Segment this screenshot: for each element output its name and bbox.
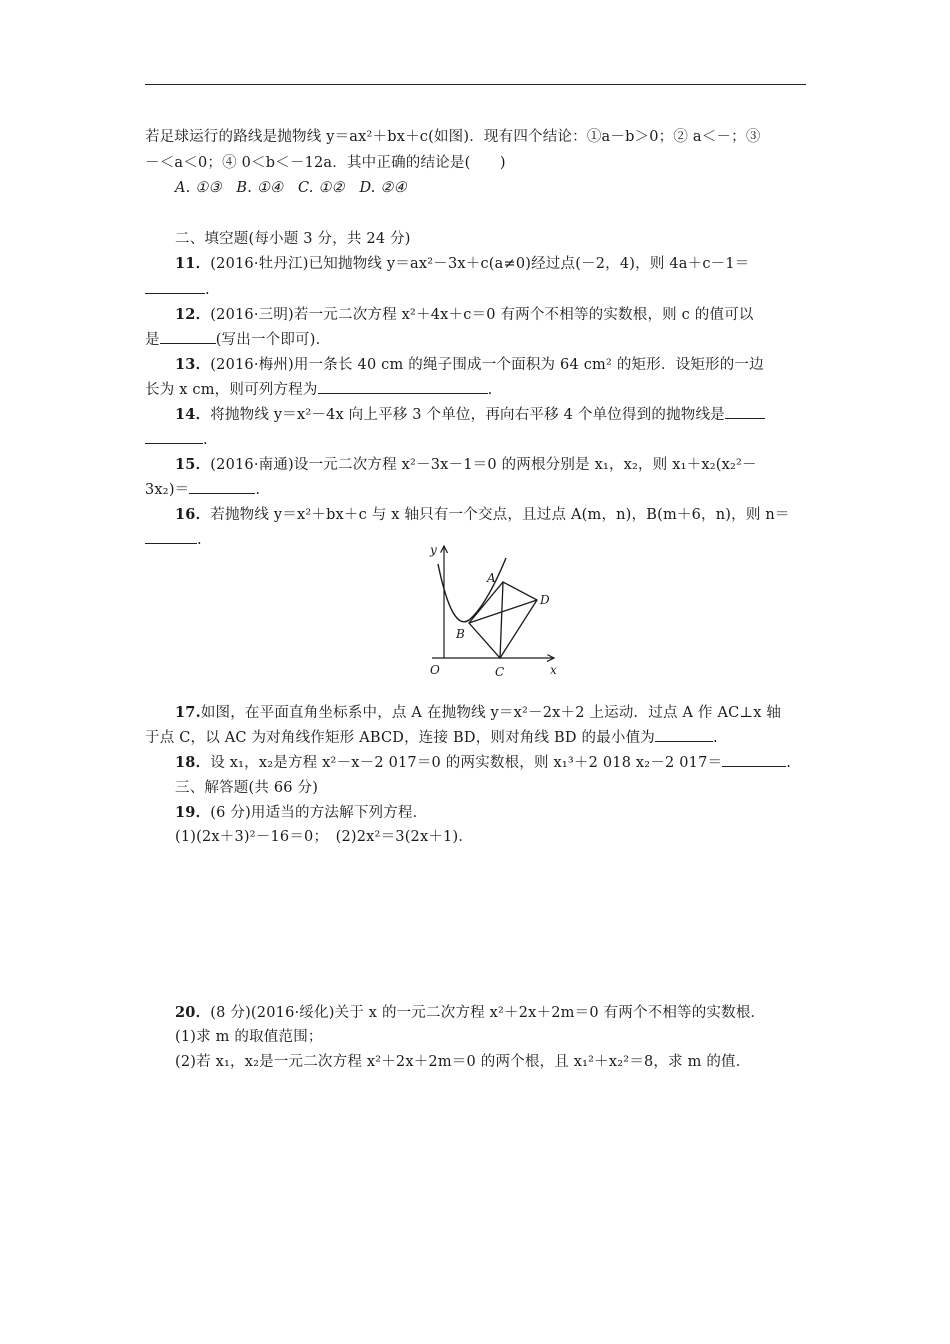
q17-line2 bbox=[145, 729, 718, 747]
q12-number: 12． bbox=[175, 306, 211, 323]
header-rule bbox=[145, 84, 806, 85]
q14-number: 14． bbox=[175, 406, 211, 423]
q12-line2 bbox=[145, 331, 330, 349]
q19-number: 19． bbox=[175, 804, 211, 821]
q16-line1 bbox=[175, 506, 790, 524]
q19-text: (6 分)用适当的方法解下列方程． bbox=[210, 805, 428, 821]
q14-answer-blank-part1[interactable] bbox=[725, 406, 765, 419]
q14-line2 bbox=[145, 431, 208, 449]
label-b: B bbox=[456, 627, 465, 641]
q17-figure bbox=[418, 540, 568, 680]
q18-answer-blank[interactable] bbox=[722, 754, 786, 767]
q16-line2 bbox=[145, 531, 202, 549]
section2-title: 二、填空题(每小题 3 分，共 24 分) bbox=[175, 231, 411, 247]
q18-number: 18． bbox=[175, 754, 211, 771]
q15-answer-blank[interactable] bbox=[189, 481, 255, 494]
q20-part2: (2)若 x₁，x₂是一元二次方程 x²＋2x＋2m＝0 的两个根，且 x₁²＋x₂²＝8，求 m 的值． bbox=[175, 1054, 751, 1070]
q17-text2b: . bbox=[713, 730, 718, 746]
q18-end: . bbox=[786, 755, 792, 771]
label-c: C bbox=[495, 665, 505, 679]
q13-number: 13． bbox=[175, 356, 211, 373]
q11-line1 bbox=[175, 255, 750, 273]
q12-text2a: 是 bbox=[145, 332, 160, 348]
q15-text: (2016·南通)设一元二次方程 x²－3x－1＝0 的两根分别是 x₁，x₂，则 x₁＋x₂(x₂²－ bbox=[210, 457, 757, 473]
label-o: O bbox=[430, 663, 440, 677]
q11-end: . bbox=[205, 282, 210, 298]
q15-line2 bbox=[145, 481, 260, 499]
q20-number: 20． bbox=[175, 1004, 211, 1021]
q17-text: 如图，在平面直角坐标系中，点 A 在抛物线 y＝x²－2x＋2 上运动．过点 A 作 AC⊥x 轴 bbox=[200, 705, 782, 721]
q14-answer-blank-part2[interactable] bbox=[145, 431, 203, 444]
q18-text: 设 x₁，x₂是方程 x²－x－2 017＝0 的两实数根，则 x₁³＋2 018 x₂－2 017＝ bbox=[210, 755, 723, 771]
q17-text2a: 于点 C，以 AC 为对角线作矩形 ABCD，连接 BD，则对角线 BD 的最小值为 bbox=[145, 730, 655, 746]
label-a: A bbox=[487, 571, 496, 585]
q11-line2 bbox=[145, 281, 210, 299]
q12-answer-blank[interactable] bbox=[160, 331, 216, 344]
q20-line1 bbox=[175, 1004, 765, 1022]
q16-number: 16． bbox=[175, 506, 211, 523]
label-x: x bbox=[550, 663, 557, 677]
q20-part1: (1)求 m 的取值范围； bbox=[175, 1029, 323, 1045]
section3-title: 三、解答题(共 66 分) bbox=[175, 780, 319, 796]
q13-line2 bbox=[145, 381, 492, 399]
q17-line1 bbox=[175, 704, 781, 722]
q16-end: . bbox=[197, 532, 202, 548]
q15-line1 bbox=[175, 456, 757, 474]
q10-options: A. ①③ B. ①④ C. ①② D. ②④ bbox=[175, 180, 407, 196]
q12-text: (2016·三明)若一元二次方程 x²＋4x＋c＝0 有两个不相等的实数根，则 c 的值可以 bbox=[210, 307, 754, 323]
q13-text: (2016·梅州)用一条长 40 cm 的绳子围成一个面积为 64 cm² 的矩形．设矩形的一边 bbox=[210, 357, 764, 373]
q11-number: 11． bbox=[175, 255, 211, 272]
q15-text2a: 3x₂)＝ bbox=[145, 482, 190, 498]
q20-text: (8 分)(2016·绥化)关于 x 的一元二次方程 x²＋2x＋2m＝0 有两个不相等的实数根． bbox=[210, 1005, 766, 1021]
q15-number: 15． bbox=[175, 456, 211, 473]
q17-answer-blank[interactable] bbox=[655, 729, 713, 742]
q19-line1 bbox=[175, 804, 427, 822]
label-y: y bbox=[430, 543, 437, 557]
q13-answer-blank[interactable] bbox=[318, 381, 488, 394]
q10-line2: －＜a＜0；④ 0＜b＜－12a．其中正确的结论是( ) bbox=[145, 155, 506, 171]
q11-answer-blank[interactable] bbox=[145, 281, 205, 294]
q12-line1 bbox=[175, 306, 754, 324]
q14-text: 将抛物线 y＝x²－4x 向上平移 3 个单位，再向右平移 4 个单位得到的抛物线是 bbox=[210, 407, 725, 423]
diagonal-ac bbox=[500, 582, 503, 658]
q15-text2b: . bbox=[255, 482, 261, 498]
q10-line1: 若足球运行的路线是抛物线 y＝ax²＋bx＋c(如图)．现有四个结论：①a－b＞0；② a＜－；③ bbox=[145, 129, 761, 145]
label-d: D bbox=[540, 593, 550, 607]
q14-line1 bbox=[175, 406, 765, 424]
q13-line1 bbox=[175, 356, 764, 374]
q13-text2b: . bbox=[487, 382, 493, 398]
q13-text2a: 长为 x cm，则可列方程为 bbox=[145, 382, 318, 398]
q18-line bbox=[175, 754, 791, 772]
q17-number: 17. bbox=[175, 704, 201, 721]
q19-line2: (1)(2x＋3)²－16＝0； (2)2x²＝3(2x＋1)． bbox=[175, 829, 474, 845]
q16-answer-blank[interactable] bbox=[145, 531, 197, 544]
q14-end: . bbox=[203, 432, 208, 448]
q16-text: 若抛物线 y＝x²＋bx＋c 与 x 轴只有一个交点，且过点 A(m，n)，B(m＋6，n)，则 n＝ bbox=[210, 507, 790, 523]
q11-text: (2016·牡丹江)已知抛物线 y＝ax²－3x＋c(a≠0)经过点(－2，4)，则 4a＋c－1＝ bbox=[210, 256, 750, 272]
q12-text2b: (写出一个即可)． bbox=[215, 332, 331, 348]
